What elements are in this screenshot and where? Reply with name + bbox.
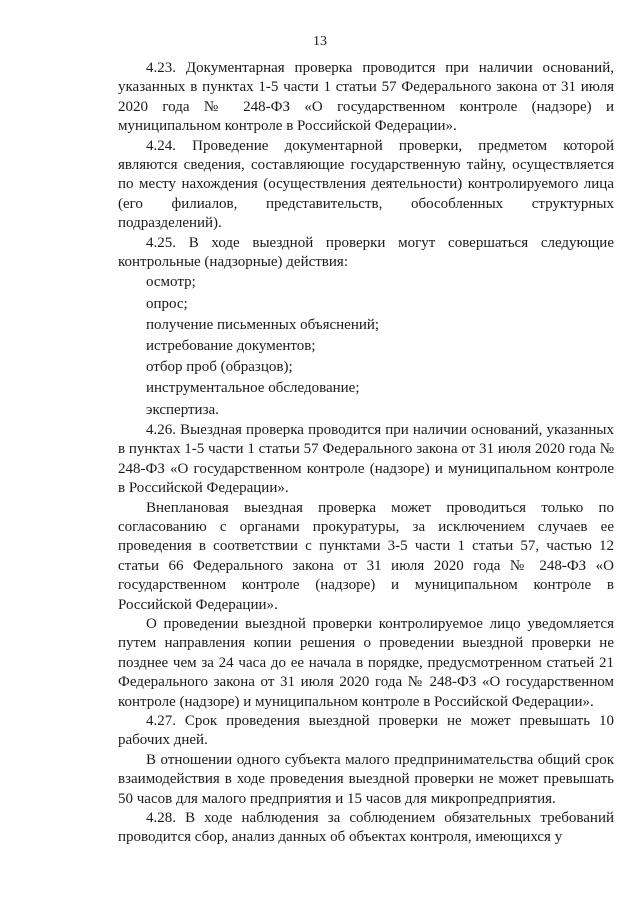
list-item: экспертиза.: [146, 401, 219, 418]
paragraph-4-28: 4.28. В ходе наблюдения за соблюдением обязательных требований проводится сбор, анализ данных об объектах контроля, имеющихся у: [118, 810, 614, 846]
paragraph-small-business: В отношении одного субъекта малого предпринимательства общий срок взаимодействия в ходе проведения выездной проверки не может превышать 50 часов для малого предприятия и 15 часов для микропредприятия.: [118, 751, 614, 807]
control-actions-list: [118, 272, 614, 420]
paragraph-4-23: 4.23. Документарная проверка проводится при наличии оснований, указанных в пунктах 1-5 части 1 статьи 57 Федерального закона от 31 июля 2020 года № 248-ФЗ «О государственном контроле (надзоре) и муниципальном контроле в Российской Федерации».: [118, 60, 614, 135]
paragraph-4-25: 4.25. В ходе выездной проверки могут совершаться следующие контрольные (надзорные) действия:: [118, 234, 614, 271]
list-item: осмотр;: [146, 274, 196, 291]
list-item: инструментальное обследование;: [146, 380, 360, 397]
page-number: 13: [313, 34, 327, 49]
paragraph-notification: О проведении выездной проверки контролируемое лицо уведомляется путем направления копии решения о проведении выездной проверки не позднее чем за 24 часа до ее начала в порядке, предусмотренном статьей 21 Федерального закона от 31 июля 2020 года № 248-ФЗ «О государственном контроле (надзоре) и муниципальном контроле в Российской Федерации».: [118, 615, 614, 710]
paragraph-4-26: 4.26. Выездная проверка проводится при наличии оснований, указанных в пунктах 1-5 части 1 статьи 57 Федерального закона от 31 июля 2020 года № 248-ФЗ «О государственном контроле (надзоре) и муниципальном контроле в Российской Федерации».: [118, 421, 614, 497]
list-item: отбор проб (образцов);: [146, 359, 293, 376]
list-item: истребование документов;: [146, 338, 316, 355]
paragraph-4-24: 4.24. Проведение документарной проверки, предметом которой являются сведения, составляющие государственную тайну, осуществляется по месту нахождения (осуществления деятельности) контролируемого лица (его филиалов, представительств, обособленных структурных подразделений).: [118, 137, 614, 232]
paragraph-unscheduled-inspection: Внеплановая выездная проверка может проводиться только по согласованию с органами прокуратуры, за исключением случаев ее проведения в соответствии с пунктами 3-5 части 1 статьи 57, частью 12 статьи 66 Федерального закона от 31 июля 2020 года № 248-ФЗ «О государственном контроле (надзоре) и муниципальном контроле в Российской Федерации».: [118, 499, 614, 613]
paragraph-4-27: 4.27. Срок проведения выездной проверки не может превышать 10 рабочих дней.: [118, 712, 614, 749]
list-item: получение письменных объяснений;: [146, 316, 380, 333]
document-body: [118, 59, 614, 848]
list-item: опрос;: [146, 295, 188, 312]
